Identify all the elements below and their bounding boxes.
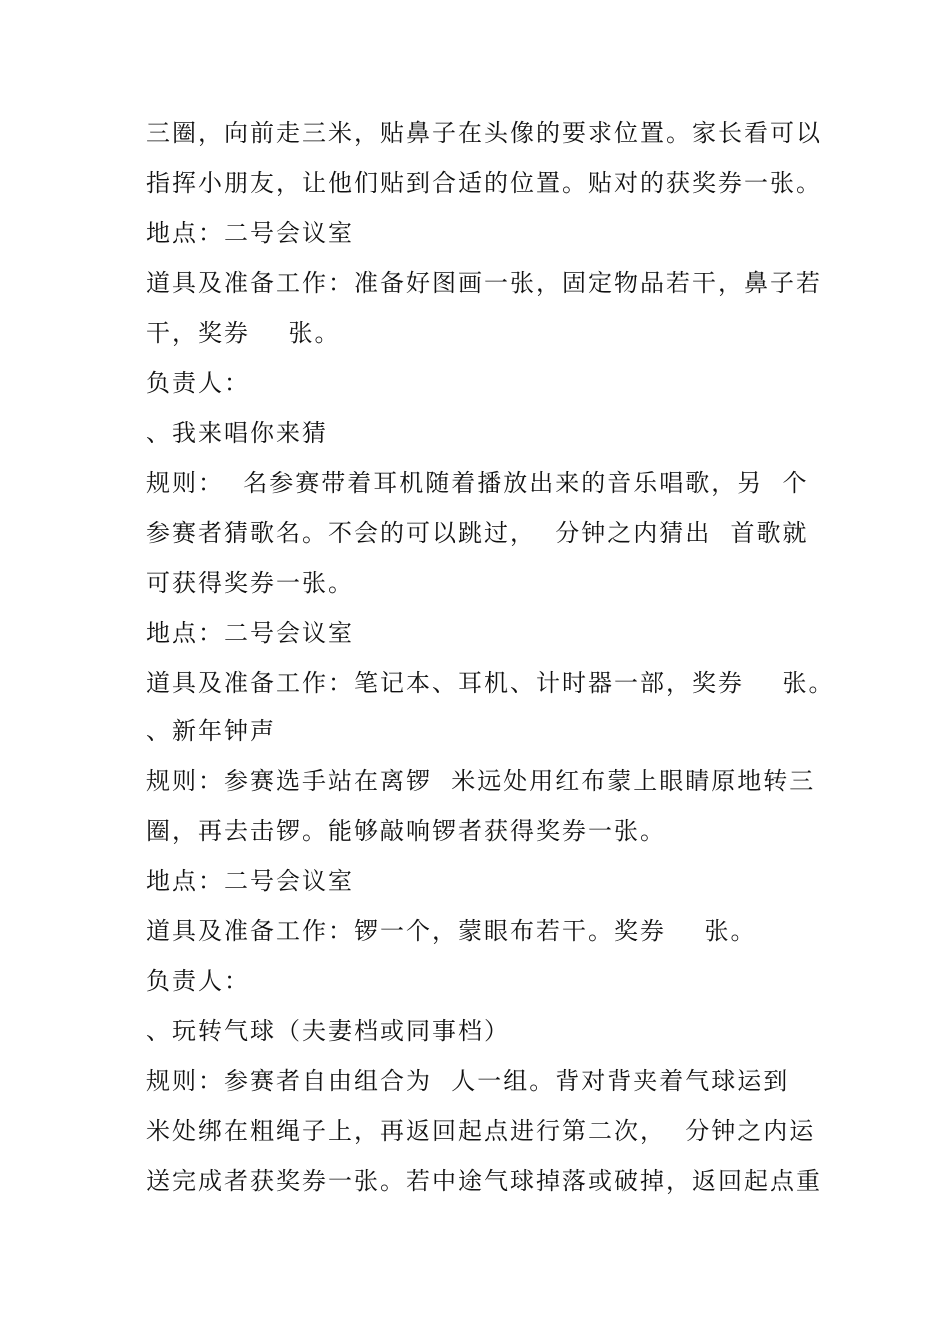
text-line: 可获得奖券一张。 [146, 569, 354, 597]
text-line: 规则：参赛选手站在离锣 米远处用红布蒙上眼睛原地转三 [146, 767, 816, 795]
text-line: 参赛者猜歌名。不会的可以跳过， 分钟之内猜出 首歌就 [146, 519, 809, 547]
text-line: 地点：二号会议室 [146, 867, 354, 895]
text-line: 干，奖券 张。 [146, 319, 341, 347]
section-heading: 、新年钟声 [146, 717, 276, 745]
text-line: 道具及准备工作：笔记本、耳机、计时器一部，奖券 张。 [146, 669, 835, 697]
text-line: 地点：二号会议室 [146, 619, 354, 647]
text-line: 三圈，向前走三米，贴鼻子在头像的要求位置。家长看可以 [146, 119, 822, 147]
text-line: 道具及准备工作：锣一个，蒙眼布若干。奖券 张。 [146, 917, 757, 945]
text-line: 道具及准备工作：准备好图画一张，固定物品若干，鼻子若 [146, 269, 822, 297]
text-line: 送完成者获奖券一张。若中途气球掉落或破掉，返回起点重 [146, 1167, 822, 1195]
section-heading: 、玩转气球（夫妻档或同事档） [146, 1017, 510, 1045]
text-line: 负责人： [146, 967, 250, 995]
text-line: 米处绑在粗绳子上，再返回起点进行第二次， 分钟之内运 [146, 1117, 816, 1145]
text-line: 规则：参赛者自由组合为 人一组。背对背夹着气球运到 [146, 1067, 790, 1095]
text-line: 负责人： [146, 369, 250, 397]
section-heading: 、我来唱你来猜 [146, 419, 328, 447]
text-line: 地点：二号会议室 [146, 219, 354, 247]
text-line: 指挥小朋友，让他们贴到合适的位置。贴对的获奖券一张。 [146, 169, 822, 197]
text-line: 规则： 名参赛带着耳机随着播放出来的音乐唱歌，另 个 [146, 469, 809, 497]
text-line: 圈，再去击锣。能够敲响锣者获得奖券一张。 [146, 817, 666, 845]
